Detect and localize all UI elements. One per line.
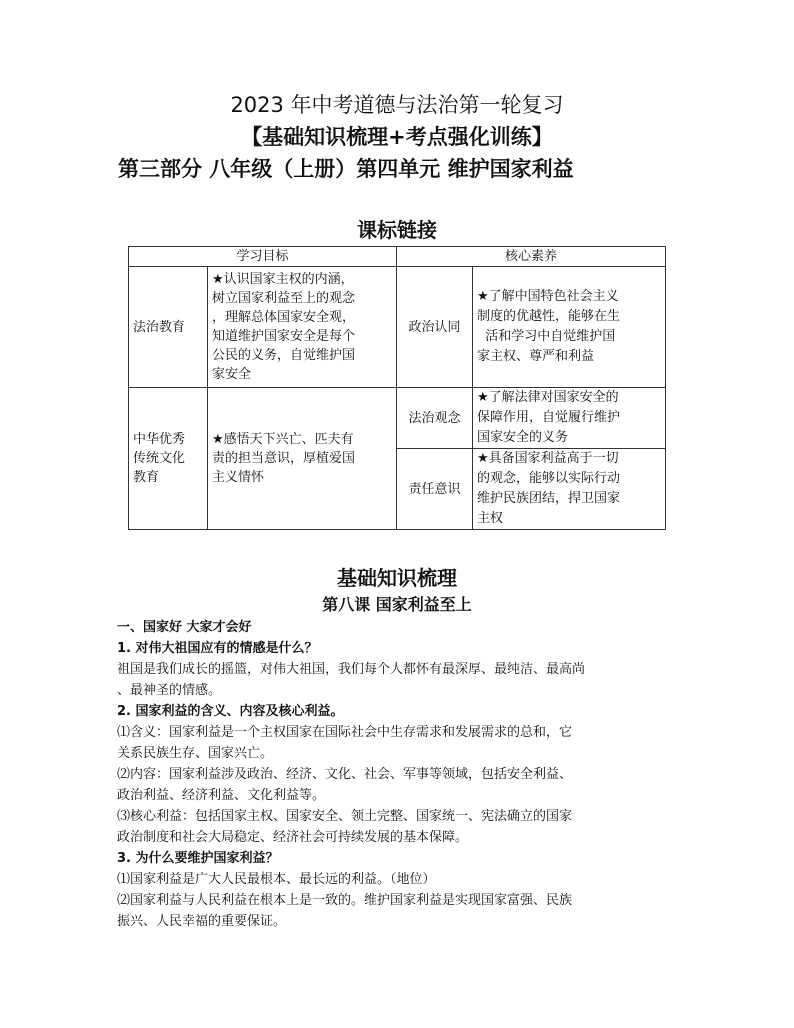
competency-name-cell: 政治认同 — [397, 267, 473, 388]
competency-desc-cell — [473, 267, 666, 388]
table-row — [129, 388, 666, 449]
desc-line: ★了解中国特色社会主义 — [477, 289, 619, 304]
body-text-line: 政治制度和社会大局稳定、经济社会可持续发展的基本保障。 — [117, 830, 469, 845]
goal-cell — [208, 388, 397, 530]
category-line: 传统文化 — [133, 451, 186, 466]
goal-line: 知道维护国家安全是每个 — [212, 329, 356, 344]
body-text-line: 政治利益、经济利益、文化利益等。 — [117, 788, 326, 803]
question-heading: 1. 对伟大祖国应有的情感是什么？ — [117, 641, 318, 656]
header-core-competencies: 核心素养 — [397, 247, 666, 267]
desc-line: 的观念，能够以实际行动 — [477, 471, 621, 486]
category-line: 中华优秀 — [133, 432, 186, 447]
competency-name-cell: 责任意识 — [397, 449, 473, 530]
goal-line: 主义情怀 — [212, 470, 265, 485]
category-line: 教育 — [133, 470, 160, 485]
goal-line: ★认识国家主权的内涵， — [212, 272, 354, 287]
desc-line: 保障作用，自觉履行维护 — [477, 410, 621, 425]
desc-line: 活和学习中自觉维护国 — [477, 329, 616, 344]
standards-heading: 课标链接 — [357, 218, 437, 242]
goal-line: ，理解总体国家安全观， — [212, 310, 356, 325]
body-text-line: ⑶核心利益：包括国家主权、国家安全、领土完整、国家统一、宪法确立的国家 — [117, 809, 573, 824]
basics-heading: 基础知识梳理 — [337, 566, 457, 590]
lesson-title: 第八课 国家利益至上 — [322, 595, 472, 614]
goal-line: 家安全 — [212, 367, 252, 382]
desc-line: 维护民族团结，捍卫国家 — [477, 491, 621, 506]
body-text-line: 关系民族生存、国家兴亡。 — [117, 746, 274, 761]
section-heading: 一、国家好 大家才会好 — [117, 620, 252, 635]
body-text-line: 振兴、人民幸福的重要保证。 — [117, 914, 287, 929]
standards-table — [128, 246, 666, 530]
goal-line: 责的担当意识，厚植爱国 — [212, 451, 356, 466]
standards-header-row — [129, 247, 666, 267]
question-heading: 2. 国家利益的含义、内容及核心利益。 — [117, 704, 344, 719]
header-learning-goals: 学习目标 — [129, 247, 397, 267]
competency-desc-cell — [473, 449, 666, 530]
question-heading: 3. 为什么要维护国家利益？ — [117, 851, 279, 866]
desc-line: 制度的优越性，能够在生 — [477, 309, 621, 324]
goal-cell — [208, 267, 397, 388]
body-text-line: ⑴含义：国家利益是一个主权国家在国际社会中生存需求和发展需求的总和，它 — [117, 725, 573, 740]
category-cell — [129, 267, 208, 388]
goal-line: 树立国家利益至上的观念 — [212, 291, 356, 306]
goal-line: 公民的义务，自觉维护国 — [212, 348, 356, 363]
goal-line: ★感悟天下兴亡、匹夫有 — [212, 432, 354, 447]
desc-line: 家主权、尊严和利益 — [477, 349, 595, 364]
document-subtitle: 【基础知识梳理+考点强化训练】 — [241, 125, 553, 149]
desc-line: ★具备国家利益高于一切 — [477, 451, 619, 466]
desc-line: 主权 — [477, 511, 504, 526]
desc-line: 国家安全的义务 — [477, 430, 569, 445]
body-text-line: ⑵国家利益与人民利益在根本上是一致的。维护国家利益是实现国家富强、民族 — [117, 893, 573, 908]
category-cell — [129, 388, 208, 530]
document-title: 2023 年中考道德与法治第一轮复习 — [230, 93, 564, 117]
competency-name-cell: 法治观念 — [397, 388, 473, 449]
category-line: 法治教育 — [133, 319, 186, 335]
unit-title: 第三部分 八年级（上册）第四单元 维护国家利益 — [118, 157, 574, 181]
body-text-line: ⑴国家利益是广大人民最根本、最长远的利益。（地位） — [117, 872, 436, 887]
body-text-line: 、最神圣的情感。 — [117, 683, 222, 698]
body-text-line: 祖国是我们成长的摇篮，对伟大祖国，我们每个人都怀有最深厚、最纯洁、最高尚 — [117, 662, 586, 677]
desc-line: ★了解法律对国家安全的 — [477, 390, 619, 405]
competency-desc-cell — [473, 388, 666, 449]
body-text-line: ⑵内容：国家利益涉及政治、经济、文化、社会、军事等领域，包括安全利益、 — [117, 767, 573, 782]
table-row — [129, 267, 666, 388]
